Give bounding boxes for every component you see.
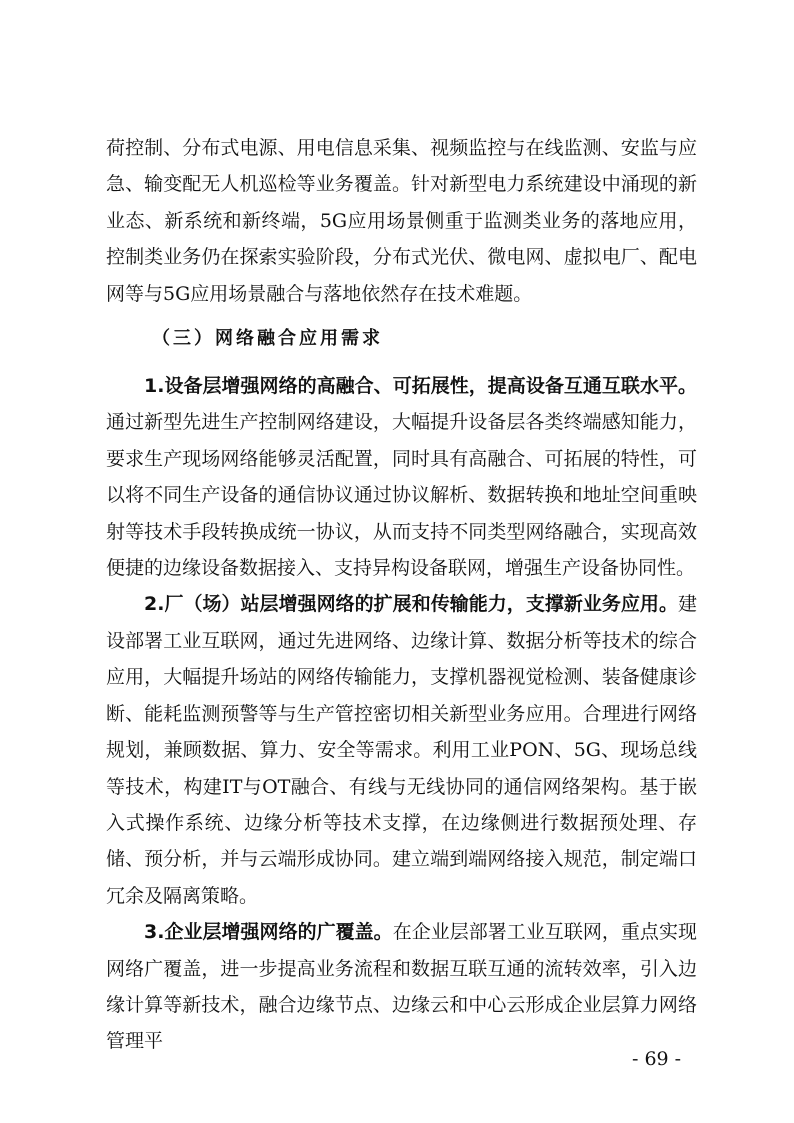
item-3-text: 在企业层部署工业互联网，重点实现网络广覆盖，进一步提高业务流程和数据互联互通的流转效率，引入边缘计算等新技术，融合边缘节点、边缘云和中心云形成企业层算力网络管理平 [106,921,697,1053]
section-heading: （三）网络融合应用需求 [152,328,383,350]
item-3-lead: 3.企业层增强网络的广覆盖。 [144,921,393,944]
item-1-paragraph [106,368,697,586]
item-3-paragraph [106,914,697,1060]
item-1-text: 通过新型先进生产控制网络建设，大幅提升设备层各类终端感知能力，要求生产现场网络能够灵活配置，同时具有高融合、可拓展的特性，可以将不同生产设备的通信协议通过协议解析、数据转换和地址空间重映射等技术手段转换成统一协议，从而支持不同类型网络融合，实现高效便捷的边缘设备数据接入、支持异构设备联网，增强生产设备协同性。 [106,411,697,580]
page-number: - 69 - [632,1048,682,1070]
item-2-lead: 2.厂（场）站层增强网络的扩展和传输能力，支撑新业务应用。 [144,593,678,616]
item-2-paragraph [106,586,697,914]
paragraph-continued: 荷控制、分布式电源、用电信息采集、视频监控与在线监测、安监与应急、输变配无人机巡检等业务覆盖。针对新型电力系统建设中涌现的新业态、新系统和新终端，5G应用场景侧重于监测类业务的落地应用，控制类业务仍在探索实验阶段，分布式光伏、微电网、虚拟电厂、配电网等与5G应用场景融合与落地依然存在技术难题。 [106,137,697,305]
item-1-lead: 1.设备层增强网络的高融合、可拓展性，提高设备互通互联水平。 [144,375,697,398]
item-2-text: 建设部署工业互联网，通过先进网络、边缘计算、数据分析等技术的综合应用，大幅提升场站的网络传输能力，支撑机器视觉检测、装备健康诊断、能耗监测预警等与生产管控密切相关新型业务应用。合理进行网络规划，兼顾数据、算力、安全等需求。利用工业PON、5G、现场总线等技术，构建IT与OT融合、有线与无线协同的通信网络架构。基于嵌入式操作系统、边缘分析等技术支撑，在边缘侧进行数据预处理、存储、预分析，并与云端形成协同。建立端到端网络接入规范，制定端口冗余及隔离策略。 [106,593,697,907]
document-body [106,130,697,1060]
